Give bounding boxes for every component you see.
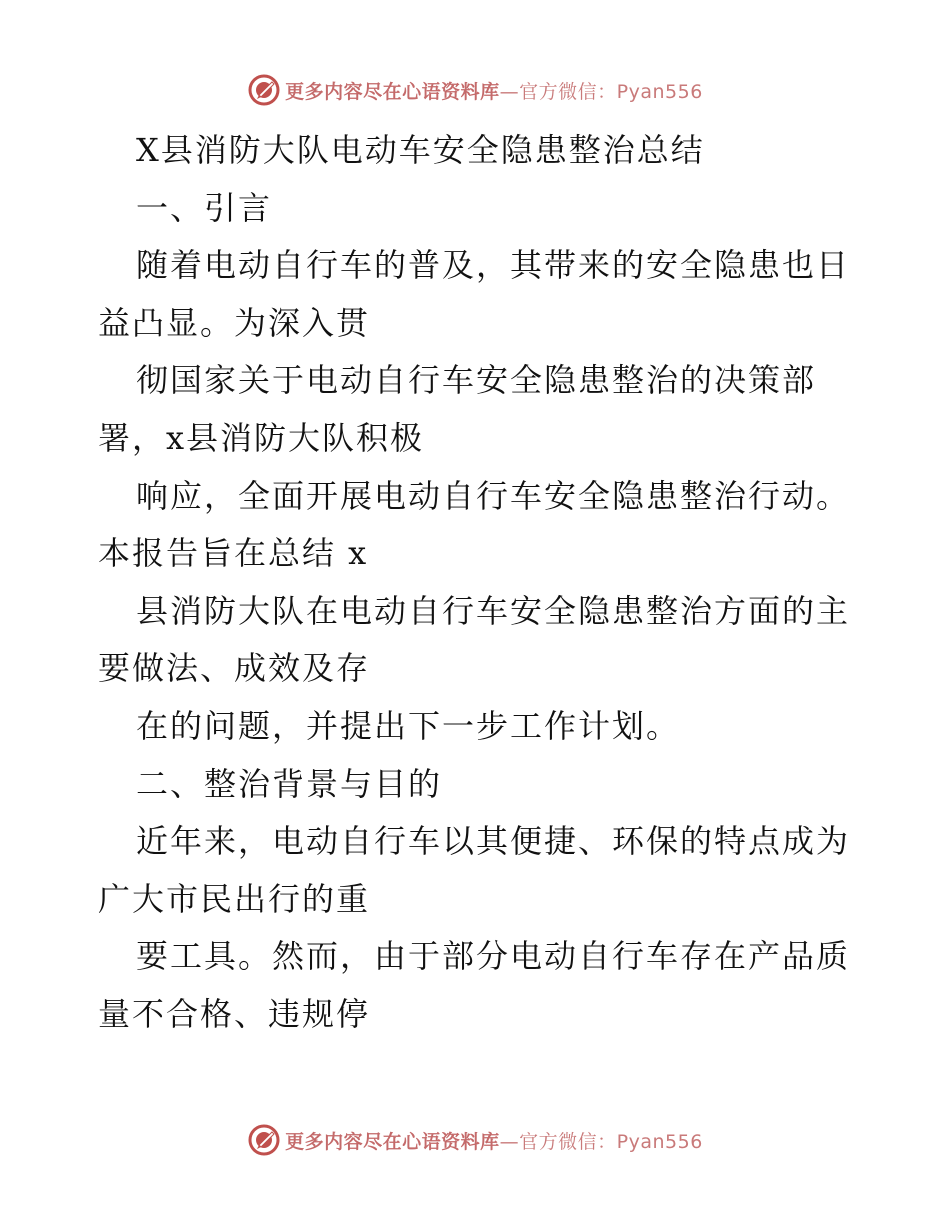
- banner-text: [285, 77, 703, 104]
- document-title: X县消防大队电动车安全隐患整治总结: [136, 131, 705, 169]
- paragraph-line: 在的问题，并提出下一步工作计划。: [136, 706, 681, 745]
- section-heading-intro: 一、引言: [136, 188, 273, 227]
- paragraph-line: 随着电动自行车的普及，其带来的安全隐患也日: [136, 246, 851, 285]
- footer-banner: [0, 1120, 950, 1160]
- paragraph-line: 要工具。然而，由于部分电动自行车存在产品质: [136, 937, 851, 976]
- paragraph-line: 县消防大队在电动自行车安全隐患整治方面的主: [136, 591, 851, 630]
- paragraph-line: 量不合格、违规停: [98, 994, 371, 1033]
- paragraph-line: 响应，全面开展电动自行车安全隐患整治行动。: [136, 476, 851, 515]
- banner-contact: 官方微信：Pyan556: [519, 1130, 703, 1153]
- banner-brand: 更多内容尽在心语资料库: [285, 1130, 500, 1153]
- paragraph-line: 益凸显。为深入贯: [98, 303, 371, 342]
- banner-text: [285, 1127, 703, 1154]
- banner-dash: —: [499, 80, 520, 103]
- header-banner: [0, 70, 950, 110]
- paragraph-line: 本报告旨在总结 x: [98, 534, 369, 573]
- paragraph-line: 署，x县消防大队积极: [98, 418, 425, 457]
- paragraph-line: 彻国家关于电动自行车安全隐患整治的决策部: [136, 361, 817, 400]
- logo-icon: [247, 73, 281, 107]
- section-heading-background: 二、整治背景与目的: [136, 764, 443, 803]
- paragraph-line: 近年来，电动自行车以其便捷、环保的特点成为: [136, 822, 851, 861]
- paragraph-line: 广大市民出行的重: [98, 879, 371, 918]
- paragraph-line: 要做法、成效及存: [98, 649, 371, 688]
- document-body: [98, 122, 858, 1044]
- logo-icon: [247, 1123, 281, 1157]
- banner-dash: —: [499, 1130, 520, 1153]
- banner-contact: 官方微信：Pyan556: [519, 80, 703, 103]
- banner-brand: 更多内容尽在心语资料库: [285, 80, 500, 103]
